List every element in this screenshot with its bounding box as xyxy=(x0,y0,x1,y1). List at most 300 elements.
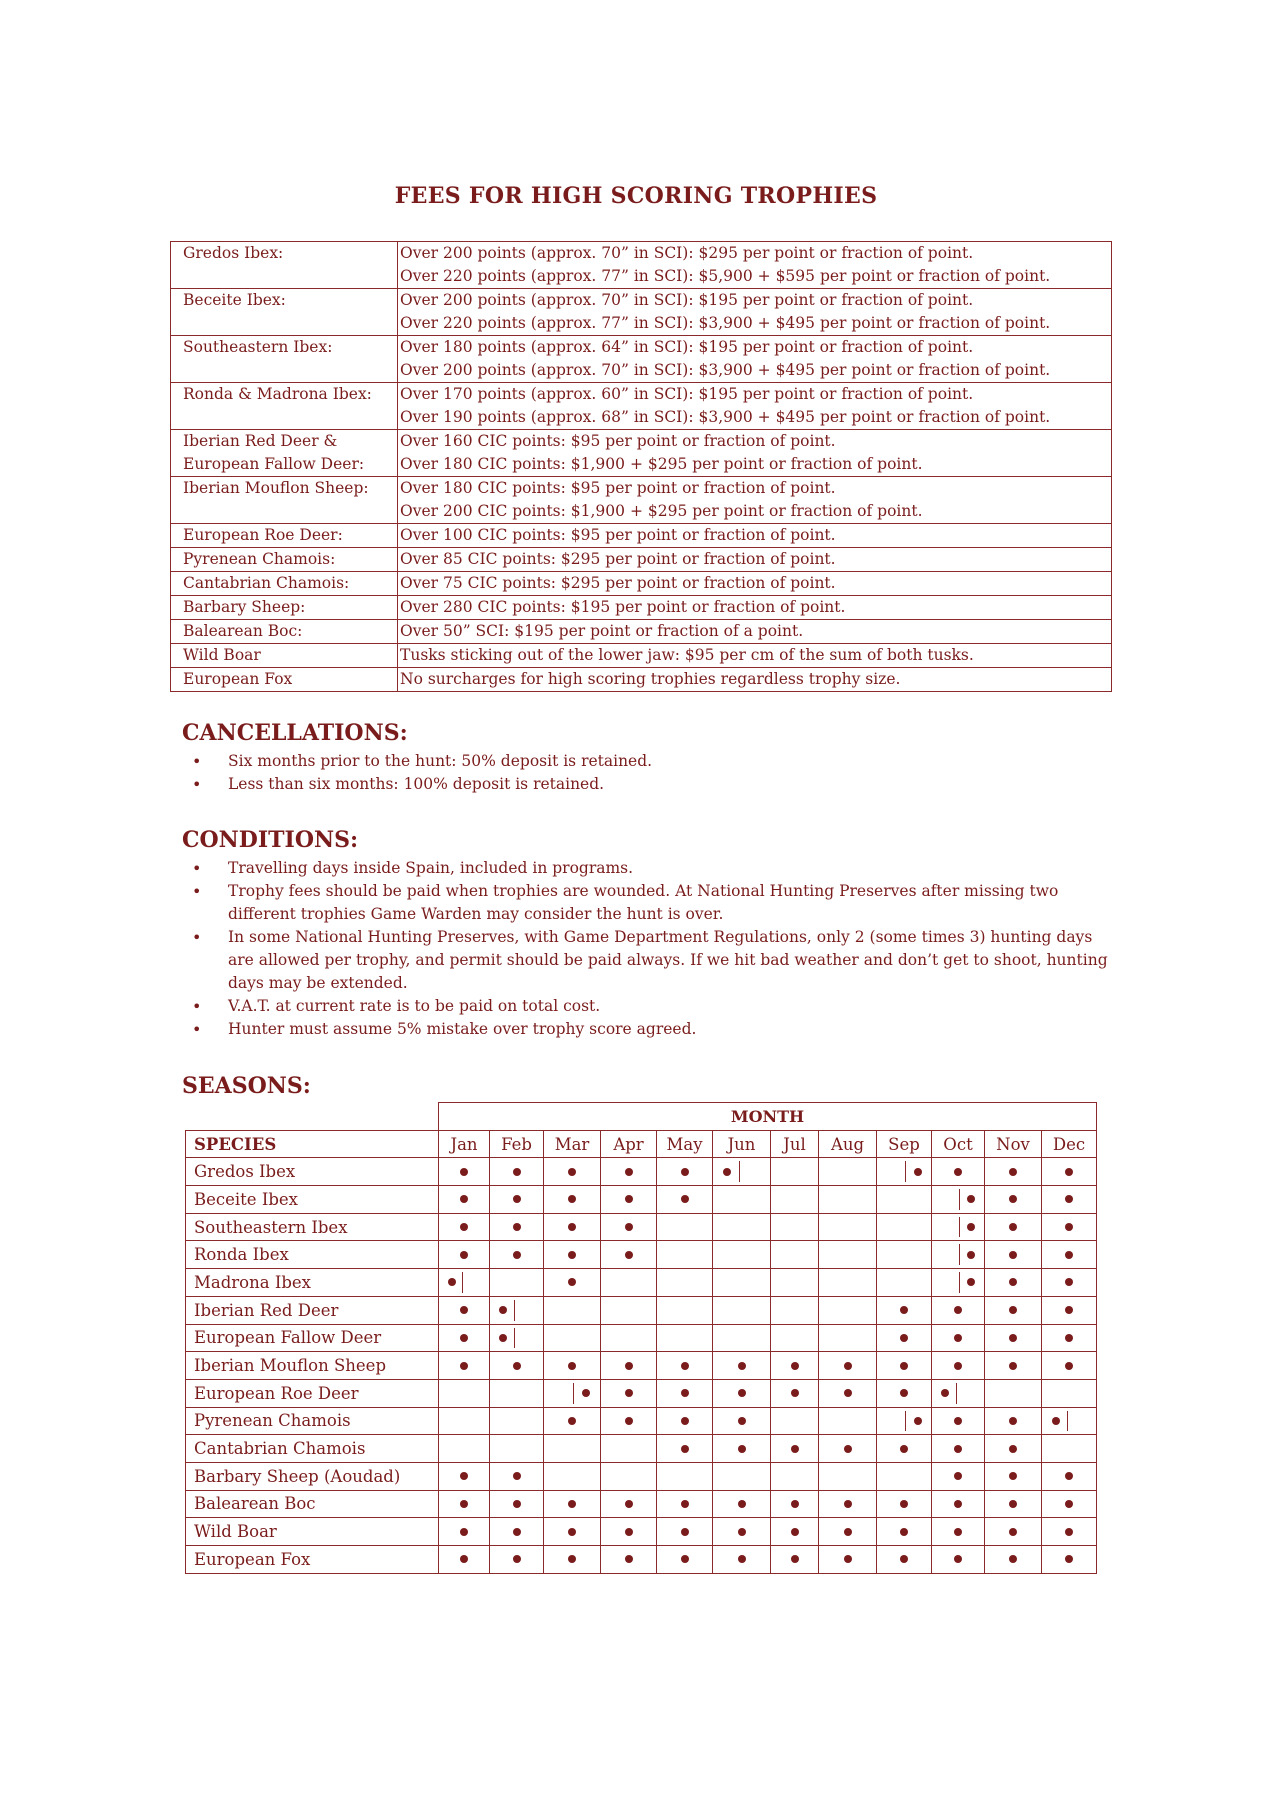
season-cell xyxy=(713,1407,771,1435)
season-cell xyxy=(544,1518,601,1546)
season-cell xyxy=(1042,1158,1097,1186)
season-cell xyxy=(657,1435,713,1463)
corner-blank xyxy=(186,1103,439,1131)
month-header: MONTH xyxy=(439,1103,1097,1131)
season-cell xyxy=(439,1352,490,1380)
fee-species-line: Cantabrian Chamois: xyxy=(183,574,350,592)
season-cell xyxy=(439,1213,490,1241)
fee-line: Over 200 CIC points: $1,900 + $295 per point or fraction of point. xyxy=(400,502,923,520)
season-cell xyxy=(985,1324,1042,1352)
season-cell xyxy=(439,1186,490,1214)
season-cell xyxy=(713,1462,771,1490)
season-dot xyxy=(954,1472,962,1480)
season-cell xyxy=(985,1296,1042,1324)
fee-line: No surcharges for high scoring trophies regardless trophy size. xyxy=(400,670,901,688)
season-dot xyxy=(1065,1168,1073,1176)
season-dot xyxy=(513,1362,521,1370)
fee-line: Over 75 CIC points: $295 per point or fraction of point. xyxy=(400,574,836,592)
season-dot xyxy=(1009,1306,1017,1314)
season-cell xyxy=(1042,1435,1097,1463)
fee-line: Over 280 CIC points: $195 per point or fraction of point. xyxy=(400,598,846,616)
season-cell xyxy=(439,1158,490,1186)
fee-description-cell xyxy=(398,548,1112,572)
season-cell xyxy=(713,1352,771,1380)
fee-line: Over 220 points (approx. 77” in SCI): $5,900 + $595 per point or fraction of point. xyxy=(400,267,1051,285)
season-dot xyxy=(460,1528,468,1536)
season-cell xyxy=(601,1407,657,1435)
fee-description-cell xyxy=(398,596,1112,620)
season-cell xyxy=(601,1186,657,1214)
fee-species-line: Barbary Sheep: xyxy=(183,598,306,616)
season-cell xyxy=(544,1379,601,1407)
season-cell xyxy=(601,1158,657,1186)
season-cell xyxy=(713,1158,771,1186)
season-dot xyxy=(625,1223,633,1231)
season-cell xyxy=(657,1213,713,1241)
season-cell xyxy=(544,1490,601,1518)
season-row xyxy=(186,1296,1097,1324)
season-dot xyxy=(460,1168,468,1176)
season-dot xyxy=(791,1445,799,1453)
season-dot xyxy=(681,1528,689,1536)
season-cell xyxy=(439,1269,490,1297)
condition-item: • V.A.T. at current rate is to be paid on total cost. xyxy=(182,995,1122,1018)
month-dec: Dec xyxy=(1042,1130,1097,1158)
fee-line: Over 160 CIC points: $95 per point or fraction of point. xyxy=(400,432,836,450)
season-cell xyxy=(771,1324,819,1352)
fee-species-cell xyxy=(171,548,398,572)
month-sep: Sep xyxy=(877,1130,932,1158)
season-cell xyxy=(819,1546,877,1574)
season-dot xyxy=(900,1445,908,1453)
season-dot xyxy=(967,1278,975,1286)
season-cell xyxy=(713,1186,771,1214)
fee-line: Over 85 CIC points: $295 per point or fraction of point. xyxy=(400,550,836,568)
season-row xyxy=(186,1462,1097,1490)
season-dot xyxy=(1009,1278,1017,1286)
season-dot xyxy=(460,1334,468,1342)
season-dot xyxy=(954,1500,962,1508)
season-cell xyxy=(932,1324,985,1352)
season-species-name: Wild Boar xyxy=(186,1518,439,1546)
season-partial-marker xyxy=(959,1244,960,1265)
season-cell xyxy=(544,1546,601,1574)
season-dot xyxy=(1009,1168,1017,1176)
season-dot xyxy=(460,1251,468,1259)
season-cell xyxy=(544,1186,601,1214)
season-cell xyxy=(1042,1269,1097,1297)
fee-description-cell xyxy=(398,668,1112,692)
fee-row xyxy=(171,524,1112,548)
season-row xyxy=(186,1546,1097,1574)
season-dot xyxy=(914,1168,922,1176)
month-mar: Mar xyxy=(544,1130,601,1158)
fee-line: Over 170 points (approx. 60” in SCI): $195 per point or fraction of point. xyxy=(400,385,974,403)
fee-description-cell xyxy=(398,336,1112,383)
fee-species-line: European Roe Deer: xyxy=(183,526,343,544)
condition-item: • Trophy fees should be paid when trophies are wounded. At National Hunting Preserves after missing two different trophies Game Warden may consider the hunt is over. xyxy=(182,880,1122,926)
season-cell xyxy=(877,1269,932,1297)
season-cell xyxy=(877,1241,932,1269)
season-dot xyxy=(681,1445,689,1453)
season-dot xyxy=(738,1417,746,1425)
season-cell xyxy=(439,1490,490,1518)
season-cell xyxy=(771,1407,819,1435)
season-cell xyxy=(877,1158,932,1186)
season-cell xyxy=(713,1379,771,1407)
page-title: FEES FOR HIGH SCORING TROPHIES xyxy=(394,183,878,209)
season-cell xyxy=(657,1352,713,1380)
season-dot xyxy=(1052,1417,1060,1425)
season-dot xyxy=(625,1195,633,1203)
seasons-heading: SEASONS: xyxy=(182,1073,311,1099)
season-cell xyxy=(601,1546,657,1574)
cancellations-list xyxy=(182,750,1122,796)
season-dot xyxy=(460,1306,468,1314)
season-cell xyxy=(985,1213,1042,1241)
fee-species-cell xyxy=(171,289,398,336)
season-dot xyxy=(568,1417,576,1425)
season-partial-marker xyxy=(905,1411,906,1432)
season-cell xyxy=(771,1462,819,1490)
season-cell xyxy=(713,1269,771,1297)
season-dot xyxy=(900,1306,908,1314)
season-cell xyxy=(985,1186,1042,1214)
fee-row xyxy=(171,644,1112,668)
season-cell xyxy=(439,1324,490,1352)
season-cell xyxy=(771,1518,819,1546)
fee-row xyxy=(171,289,1112,336)
season-cell xyxy=(601,1352,657,1380)
season-cell xyxy=(819,1158,877,1186)
season-dot xyxy=(954,1528,962,1536)
season-dot xyxy=(1009,1472,1017,1480)
season-dot xyxy=(954,1417,962,1425)
season-species-name: European Fox xyxy=(186,1546,439,1574)
season-cell xyxy=(877,1407,932,1435)
season-dot xyxy=(681,1362,689,1370)
season-cell xyxy=(1042,1490,1097,1518)
season-dot xyxy=(844,1528,852,1536)
fee-description-cell xyxy=(398,620,1112,644)
season-cell xyxy=(771,1546,819,1574)
fee-description-cell xyxy=(398,644,1112,668)
season-cell xyxy=(439,1241,490,1269)
season-dot xyxy=(791,1389,799,1397)
season-cell xyxy=(490,1435,544,1463)
fee-species-line: Wild Boar xyxy=(183,646,261,664)
season-dot xyxy=(568,1168,576,1176)
season-cell xyxy=(771,1296,819,1324)
season-dot xyxy=(738,1555,746,1563)
season-cell xyxy=(877,1296,932,1324)
season-cell xyxy=(713,1546,771,1574)
season-dot xyxy=(1009,1195,1017,1203)
season-dot xyxy=(568,1528,576,1536)
fee-line: Over 200 points (approx. 70” in SCI): $195 per point or fraction of point. xyxy=(400,291,974,309)
season-row xyxy=(186,1352,1097,1380)
season-cell xyxy=(819,1379,877,1407)
season-dot xyxy=(954,1334,962,1342)
fee-species-line: Iberian Mouflon Sheep: xyxy=(183,479,369,497)
fee-species-line: Beceite Ibex: xyxy=(183,291,286,309)
season-cell xyxy=(932,1186,985,1214)
season-species-name: Pyrenean Chamois xyxy=(186,1407,439,1435)
season-dot xyxy=(460,1555,468,1563)
season-cell xyxy=(1042,1379,1097,1407)
season-cell xyxy=(490,1462,544,1490)
season-cell xyxy=(819,1490,877,1518)
season-cell xyxy=(985,1269,1042,1297)
season-cell xyxy=(932,1352,985,1380)
season-dot xyxy=(738,1362,746,1370)
fee-row xyxy=(171,668,1112,692)
season-dot xyxy=(513,1500,521,1508)
season-dot xyxy=(625,1500,633,1508)
fee-line: Over 100 CIC points: $95 per point or fraction of point. xyxy=(400,526,836,544)
month-jan: Jan xyxy=(439,1130,490,1158)
season-cell xyxy=(490,1241,544,1269)
season-dot xyxy=(900,1555,908,1563)
season-dot xyxy=(513,1555,521,1563)
season-dot xyxy=(844,1445,852,1453)
season-cell xyxy=(985,1241,1042,1269)
season-dot xyxy=(1009,1528,1017,1536)
season-partial-marker xyxy=(905,1161,906,1182)
season-dot xyxy=(1065,1334,1073,1342)
fee-description-cell xyxy=(398,477,1112,524)
season-dot xyxy=(900,1528,908,1536)
season-cell xyxy=(819,1241,877,1269)
season-dot xyxy=(568,1500,576,1508)
fee-species-cell xyxy=(171,572,398,596)
fee-line: Over 220 points (approx. 77” in SCI): $3,900 + $495 per point or fraction of point. xyxy=(400,314,1051,332)
season-partial-marker xyxy=(1067,1411,1068,1432)
season-dot xyxy=(791,1555,799,1563)
season-cell xyxy=(771,1435,819,1463)
month-feb: Feb xyxy=(490,1130,544,1158)
season-cell xyxy=(1042,1546,1097,1574)
fee-line: Over 180 CIC points: $95 per point or fraction of point. xyxy=(400,479,836,497)
season-dot xyxy=(900,1362,908,1370)
cancellation-item: • Less than six months: 100% deposit is retained. xyxy=(182,773,1122,796)
season-cell xyxy=(601,1296,657,1324)
season-dot xyxy=(460,1472,468,1480)
season-cell xyxy=(657,1379,713,1407)
season-cell xyxy=(601,1435,657,1463)
season-species-name: Iberian Mouflon Sheep xyxy=(186,1352,439,1380)
season-dot xyxy=(681,1195,689,1203)
month-nov: Nov xyxy=(985,1130,1042,1158)
season-dot xyxy=(568,1251,576,1259)
season-cell xyxy=(713,1296,771,1324)
season-dot xyxy=(681,1168,689,1176)
season-dot xyxy=(941,1389,949,1397)
season-species-name: European Roe Deer xyxy=(186,1379,439,1407)
condition-item: • Travelling days inside Spain, included in programs. xyxy=(182,857,1122,880)
seasons-table xyxy=(185,1102,1097,1574)
season-row xyxy=(186,1407,1097,1435)
month-oct: Oct xyxy=(932,1130,985,1158)
conditions-heading: CONDITIONS: xyxy=(182,827,359,853)
season-cell xyxy=(544,1352,601,1380)
season-cell xyxy=(490,1158,544,1186)
season-dot xyxy=(900,1389,908,1397)
season-dot xyxy=(513,1168,521,1176)
season-cell xyxy=(932,1407,985,1435)
season-cell xyxy=(657,1296,713,1324)
season-species-name: Beceite Ibex xyxy=(186,1186,439,1214)
season-cell xyxy=(713,1518,771,1546)
fee-row xyxy=(171,572,1112,596)
season-partial-marker xyxy=(573,1383,574,1404)
season-cell xyxy=(819,1269,877,1297)
month-apr: Apr xyxy=(601,1130,657,1158)
season-dot xyxy=(723,1168,731,1176)
season-cell xyxy=(439,1462,490,1490)
season-cell xyxy=(771,1186,819,1214)
season-partial-marker xyxy=(959,1217,960,1238)
season-dot xyxy=(738,1528,746,1536)
season-dot xyxy=(460,1223,468,1231)
season-cell xyxy=(985,1379,1042,1407)
season-cell xyxy=(932,1518,985,1546)
season-dot xyxy=(967,1251,975,1259)
season-cell xyxy=(490,1296,544,1324)
fee-species-cell xyxy=(171,477,398,524)
season-cell xyxy=(601,1269,657,1297)
cancellations-heading: CANCELLATIONS: xyxy=(182,720,408,746)
fee-line: Over 180 points (approx. 64” in SCI): $195 per point or fraction of point. xyxy=(400,338,974,356)
season-species-name: Madrona Ibex xyxy=(186,1269,439,1297)
season-dot xyxy=(1065,1528,1073,1536)
season-cell xyxy=(713,1435,771,1463)
season-row xyxy=(186,1186,1097,1214)
season-row xyxy=(186,1241,1097,1269)
season-dot xyxy=(625,1362,633,1370)
season-dot xyxy=(967,1195,975,1203)
season-cell xyxy=(985,1435,1042,1463)
season-dot xyxy=(1065,1362,1073,1370)
season-cell xyxy=(877,1186,932,1214)
fee-description-cell xyxy=(398,383,1112,430)
fee-species-line: Balearean Boc: xyxy=(183,622,303,640)
season-dot xyxy=(582,1389,590,1397)
fee-description-cell xyxy=(398,572,1112,596)
season-cell xyxy=(713,1241,771,1269)
season-partial-marker xyxy=(462,1272,463,1293)
fee-species-cell xyxy=(171,668,398,692)
season-dot xyxy=(954,1445,962,1453)
fee-species-line: Pyrenean Chamois: xyxy=(183,550,336,568)
season-cell xyxy=(490,1490,544,1518)
season-dot xyxy=(460,1500,468,1508)
season-dot xyxy=(499,1306,507,1314)
season-dot xyxy=(460,1195,468,1203)
fee-row xyxy=(171,477,1112,524)
month-jun: Jun xyxy=(713,1130,771,1158)
season-cell xyxy=(439,1518,490,1546)
season-dot xyxy=(738,1500,746,1508)
season-dot xyxy=(844,1500,852,1508)
season-cell xyxy=(1042,1518,1097,1546)
season-dot xyxy=(738,1389,746,1397)
season-dot xyxy=(1009,1500,1017,1508)
season-cell xyxy=(819,1352,877,1380)
season-cell xyxy=(771,1269,819,1297)
season-dot xyxy=(791,1528,799,1536)
season-cell xyxy=(713,1490,771,1518)
season-dot xyxy=(681,1417,689,1425)
season-species-name: Balearean Boc xyxy=(186,1490,439,1518)
season-cell xyxy=(877,1324,932,1352)
season-cell xyxy=(932,1462,985,1490)
season-dot xyxy=(1009,1555,1017,1563)
fee-row xyxy=(171,336,1112,383)
season-dot xyxy=(499,1334,507,1342)
season-dot xyxy=(513,1472,521,1480)
season-cell xyxy=(490,1269,544,1297)
fee-line: Over 190 points (approx. 68” in SCI): $3,900 + $495 per point or fraction of point. xyxy=(400,408,1051,426)
season-cell xyxy=(1042,1186,1097,1214)
season-dot xyxy=(1009,1417,1017,1425)
fee-description-cell xyxy=(398,289,1112,336)
season-dot xyxy=(1065,1278,1073,1286)
season-dot xyxy=(1009,1251,1017,1259)
season-cell xyxy=(601,1490,657,1518)
season-cell xyxy=(657,1518,713,1546)
season-dot xyxy=(954,1362,962,1370)
season-cell xyxy=(877,1379,932,1407)
season-cell xyxy=(1042,1407,1097,1435)
fee-species-cell xyxy=(171,242,398,289)
fee-row xyxy=(171,383,1112,430)
season-species-name: Iberian Red Deer xyxy=(186,1296,439,1324)
season-cell xyxy=(985,1407,1042,1435)
season-partial-marker xyxy=(956,1383,957,1404)
season-cell xyxy=(819,1435,877,1463)
season-cell xyxy=(544,1241,601,1269)
season-dot xyxy=(625,1251,633,1259)
season-dot xyxy=(791,1500,799,1508)
season-dot xyxy=(513,1195,521,1203)
month-aug: Aug xyxy=(819,1130,877,1158)
season-cell xyxy=(601,1213,657,1241)
season-row xyxy=(186,1518,1097,1546)
season-dot xyxy=(681,1389,689,1397)
season-cell xyxy=(932,1296,985,1324)
season-cell xyxy=(877,1352,932,1380)
season-species-name: Ronda Ibex xyxy=(186,1241,439,1269)
season-cell xyxy=(932,1241,985,1269)
season-row xyxy=(186,1490,1097,1518)
season-species-name: European Fallow Deer xyxy=(186,1324,439,1352)
season-cell xyxy=(544,1324,601,1352)
season-cell xyxy=(1042,1462,1097,1490)
season-cell xyxy=(932,1546,985,1574)
fee-row xyxy=(171,596,1112,620)
season-dot xyxy=(1065,1306,1073,1314)
season-partial-marker xyxy=(514,1300,515,1321)
season-cell xyxy=(490,1186,544,1214)
season-cell xyxy=(985,1546,1042,1574)
season-dot xyxy=(791,1362,799,1370)
season-cell xyxy=(877,1546,932,1574)
season-partial-marker xyxy=(959,1189,960,1210)
season-cell xyxy=(877,1462,932,1490)
season-species-name: Cantabrian Chamois xyxy=(186,1435,439,1463)
season-cell xyxy=(877,1435,932,1463)
